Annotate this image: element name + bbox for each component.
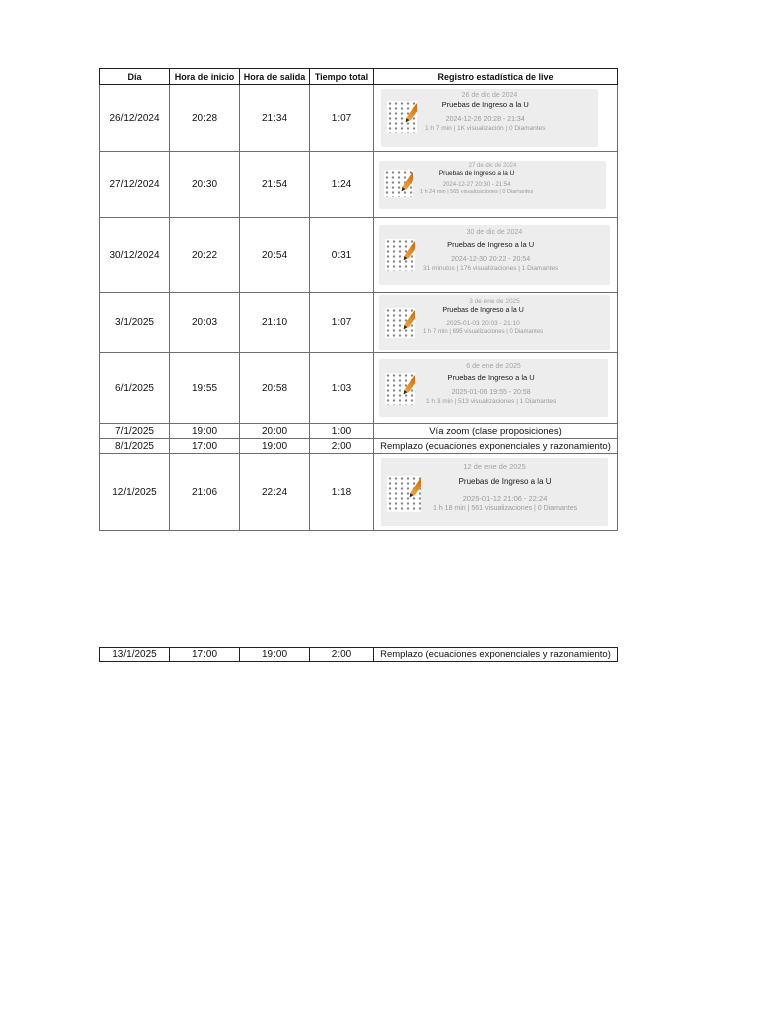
cell-dia: 6/1/2025 — [100, 353, 170, 424]
live-title: Pruebas de Ingreso a la U — [458, 477, 552, 486]
table-row — [100, 648, 618, 662]
live-title: Pruebas de Ingreso a la U — [442, 307, 524, 314]
cell-hora-salida: 20:54 — [240, 218, 310, 293]
live-date: 12 de ene de 2025 — [463, 462, 526, 471]
exam-sheet-pencil-icon — [385, 239, 415, 271]
live-date: 6 de ene de 2025 — [466, 363, 521, 370]
cell-hora-inicio: 20:28 — [170, 85, 240, 152]
cell-hora-inicio: 17:00 — [170, 648, 240, 662]
cell-tiempo-total: 0:31 — [310, 218, 374, 293]
cell-hora-salida: 19:00 — [240, 439, 310, 454]
live-title: Pruebas de Ingreso a la U — [438, 169, 515, 177]
live-title: Pruebas de Ingreso a la U — [447, 373, 535, 382]
cell-registro — [374, 293, 618, 353]
cell-hora-salida: 21:54 — [240, 152, 310, 218]
live-date: 3 de ene de 2025 — [469, 298, 520, 305]
live-stats: 1 h 3 min | 513 visualizaciones | 1 Diamantes — [426, 398, 557, 405]
table-row — [100, 353, 618, 424]
header-hora-salida: Hora de salida — [240, 69, 310, 85]
cell-dia: 30/12/2024 — [100, 218, 170, 293]
header-registro: Registro estadística de live — [374, 69, 618, 85]
cell-registro-text: Vía zoom (clase proposiciones) — [374, 424, 618, 439]
cell-hora-salida: 21:34 — [240, 85, 310, 152]
exam-sheet-pencil-icon — [385, 373, 415, 405]
live-time-range: 2025-01-03 20:03 - 21:10 — [446, 320, 520, 327]
cell-hora-salida: 22:24 — [240, 454, 310, 531]
cell-registro-text: Remplazo (ecuaciones exponenciales y razonamiento) — [374, 439, 618, 454]
cell-dia: 8/1/2025 — [100, 439, 170, 454]
live-time-range: 2024-12-27 20:30 - 21:54 — [442, 181, 511, 188]
live-title: Pruebas de Ingreso a la U — [441, 100, 529, 109]
cell-hora-inicio: 20:30 — [170, 152, 240, 218]
cell-dia: 7/1/2025 — [100, 424, 170, 439]
cell-tiempo-total: 2:00 — [310, 648, 374, 662]
cell-hora-inicio: 20:22 — [170, 218, 240, 293]
header-hora-inicio: Hora de inicio — [170, 69, 240, 85]
live-log-table-continuation — [99, 647, 618, 662]
live-stats: 1 h 18 min | 561 visualizaciones | 0 Diamantes — [433, 505, 578, 512]
header-dia: Día — [100, 69, 170, 85]
live-time-range: 2024-12-30 20:22 - 20:54 — [451, 256, 531, 263]
exam-sheet-pencil-icon — [387, 101, 417, 133]
cell-hora-inicio: 21:06 — [170, 454, 240, 531]
cell-hora-inicio: 17:00 — [170, 439, 240, 454]
table-row — [100, 152, 618, 218]
cell-tiempo-total: 1:24 — [310, 152, 374, 218]
exam-sheet-pencil-icon — [384, 170, 413, 197]
cell-hora-salida: 20:58 — [240, 353, 310, 424]
cell-tiempo-total: 1:03 — [310, 353, 374, 424]
cell-dia: 26/12/2024 — [100, 85, 170, 152]
cell-hora-salida: 19:00 — [240, 648, 310, 662]
cell-dia: 27/12/2024 — [100, 152, 170, 218]
cell-registro — [374, 353, 618, 424]
cell-hora-salida: 21:10 — [240, 293, 310, 353]
live-time-range: 2025-01-12 21:06 - 22:24 — [462, 494, 548, 503]
live-stats: 1 h 24 min | 565 visualizaciones | 0 Diamantes — [420, 188, 534, 195]
live-stats-card — [379, 295, 610, 350]
cell-tiempo-total: 2:00 — [310, 439, 374, 454]
cell-tiempo-total: 1:18 — [310, 454, 374, 531]
exam-sheet-pencil-icon — [385, 308, 415, 338]
cell-hora-inicio: 19:00 — [170, 424, 240, 439]
live-stats: 31 minutos | 176 visualizaciones | 1 Diamantes — [423, 265, 559, 272]
cell-dia: 12/1/2025 — [100, 454, 170, 531]
table-row — [100, 424, 618, 439]
table-row — [100, 218, 618, 293]
table-row — [100, 293, 618, 353]
live-stats-card — [379, 359, 608, 417]
cell-registro — [374, 218, 618, 293]
live-title: Pruebas de Ingreso a la U — [447, 240, 535, 249]
live-stats-card — [379, 161, 606, 209]
live-stats: 1 h 7 min | 1K visualización | 0 Diamantes — [425, 125, 546, 132]
cell-hora-inicio: 20:03 — [170, 293, 240, 353]
live-log-table — [99, 68, 618, 531]
live-time-range: 2024-12-26 20:28 - 21:34 — [445, 116, 525, 123]
cell-registro — [374, 152, 618, 218]
cell-dia: 13/1/2025 — [100, 648, 170, 662]
cell-tiempo-total: 1:07 — [310, 293, 374, 353]
table-row — [100, 439, 618, 454]
live-stats: 1 h 7 min | 695 visualizaciones | 0 Diamantes — [423, 329, 544, 335]
cell-hora-salida: 20:00 — [240, 424, 310, 439]
header-row — [100, 69, 618, 85]
cell-registro — [374, 85, 618, 152]
live-stats-card — [379, 225, 610, 285]
cell-tiempo-total: 1:00 — [310, 424, 374, 439]
cell-registro — [374, 454, 618, 531]
cell-dia: 3/1/2025 — [100, 293, 170, 353]
live-date: 30 de dic de 2024 — [466, 229, 523, 236]
cell-hora-inicio: 19:55 — [170, 353, 240, 424]
live-stats-card — [381, 458, 608, 526]
cell-registro-text: Remplazo (ecuaciones exponenciales y razonamiento) — [374, 648, 618, 662]
live-date: 27 de dic de 2024 — [468, 162, 517, 169]
cell-tiempo-total: 1:07 — [310, 85, 374, 152]
table-row — [100, 454, 618, 531]
exam-sheet-pencil-icon — [387, 476, 421, 512]
table-row — [100, 85, 618, 152]
live-date: 26 de dic de 2024 — [461, 92, 518, 99]
live-time-range: 2025-01-06 19:55 - 20:58 — [451, 389, 531, 396]
header-tiempo-total: Tiempo total — [310, 69, 374, 85]
live-stats-card — [381, 89, 598, 147]
